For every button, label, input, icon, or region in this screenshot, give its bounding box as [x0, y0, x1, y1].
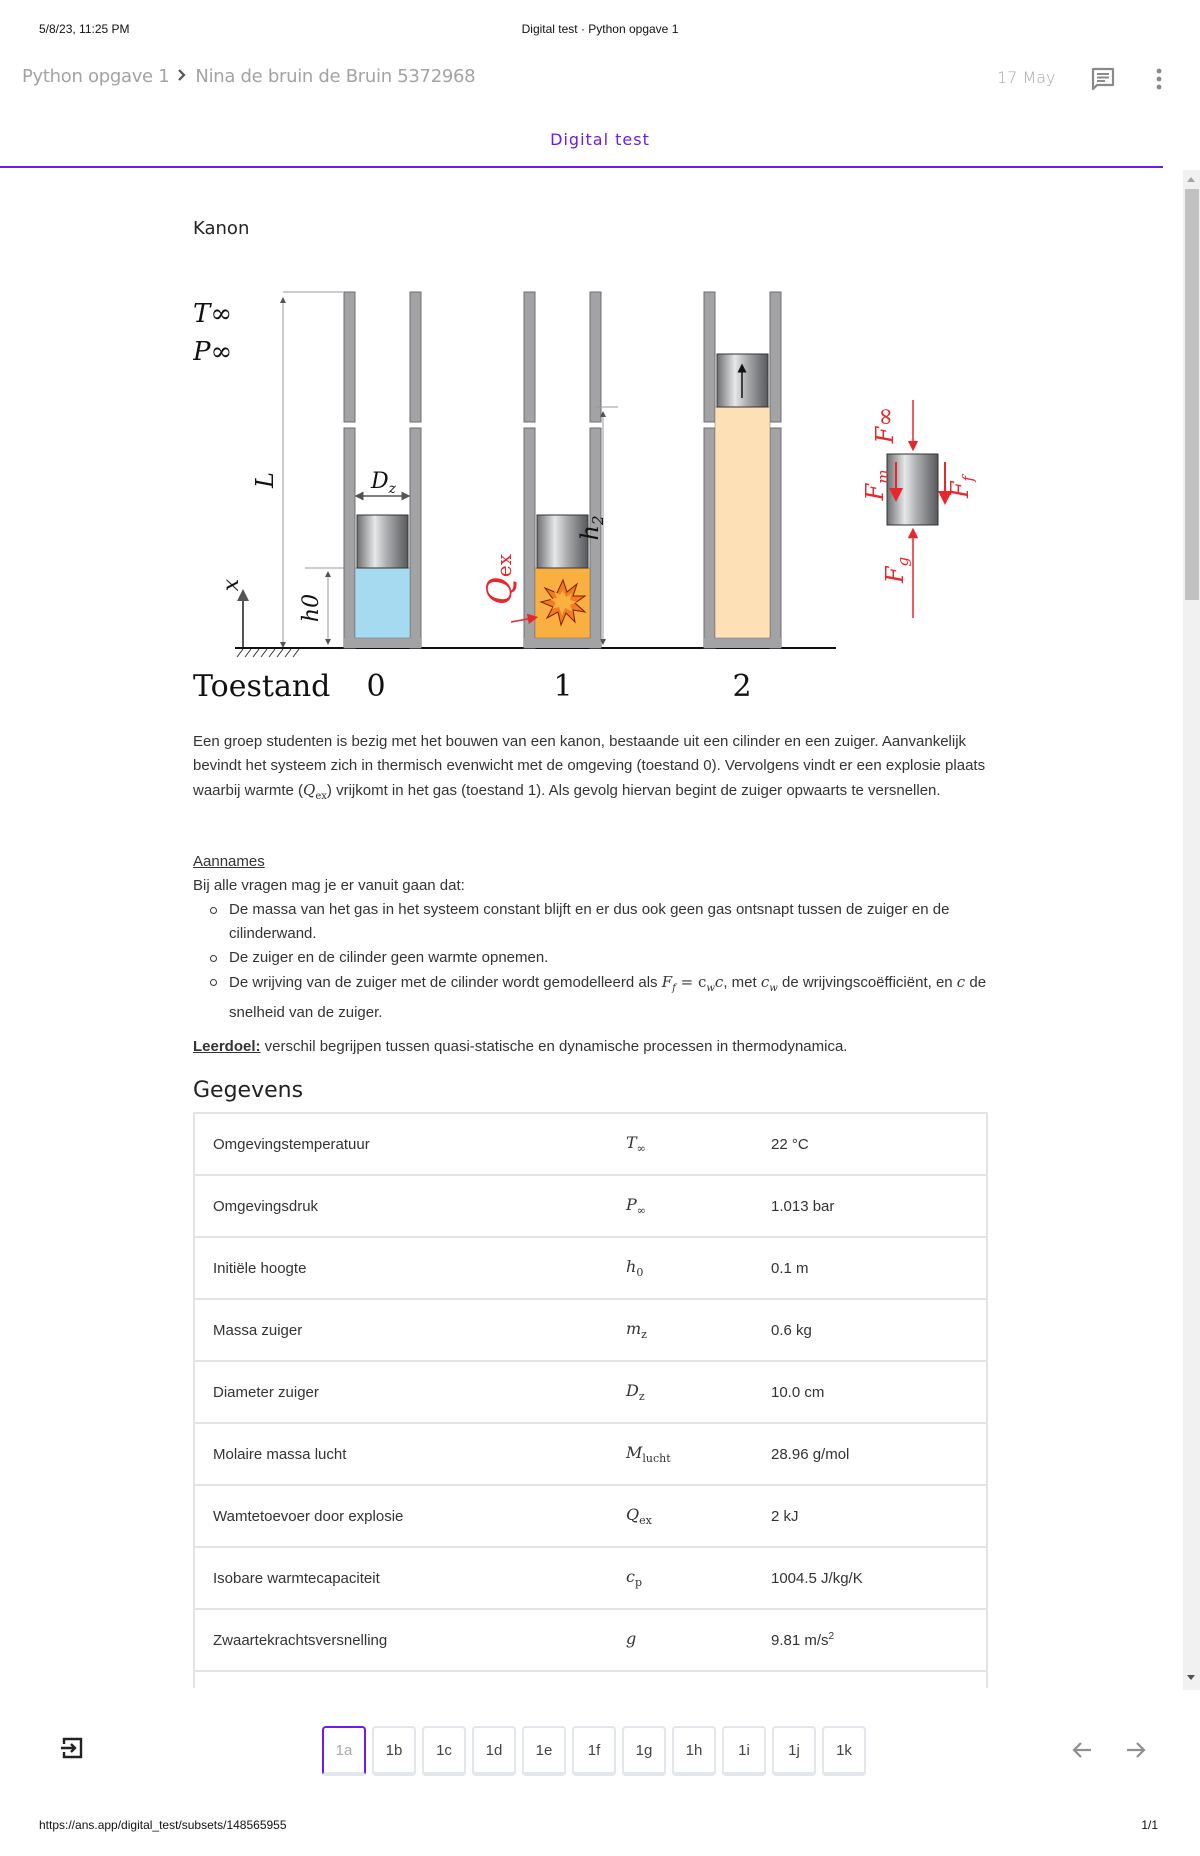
more-options-button[interactable]: [1152, 66, 1166, 92]
question-tab-1g[interactable]: 1g: [622, 1726, 666, 1776]
print-title: Digital test · Python opgave 1: [521, 22, 679, 36]
scroll-thumb[interactable]: [1185, 189, 1199, 600]
assumptions-lead: Bij alle vragen mag je er vanuit gaan dat:: [193, 877, 465, 894]
print-page-number: 1/1: [1141, 1818, 1158, 1832]
table-row: [194, 1237, 987, 1299]
bottom-navigation: [0, 1726, 1200, 1776]
row-value: 22 °C: [771, 1113, 987, 1175]
tab-digital-test[interactable]: Digital test: [550, 130, 650, 149]
table-row: [194, 1671, 987, 1688]
print-footer: [0, 1818, 1200, 1838]
row-value: 1.013 bar: [771, 1175, 987, 1237]
row-symbol: $h_0$: [626, 1237, 771, 1299]
label-Dz: $D_z$: [371, 469, 397, 497]
data-section-title: Gegevens: [193, 1078, 304, 1103]
row-value: 1004.5 J/kg/K: [771, 1547, 987, 1609]
label-F-f: $F_f$: [946, 475, 977, 499]
assumption-item: De zuiger en de cilinder geen warmte opnemen.: [229, 946, 988, 970]
label-F-m: $F_m$: [861, 469, 892, 501]
learning-goal-label: Leerdoel:: [193, 1038, 261, 1055]
row-label: Initiële hoogte: [194, 1237, 626, 1299]
next-button[interactable]: [1124, 1738, 1148, 1762]
row-label: Molaire massa lucht: [194, 1423, 626, 1485]
row-symbol: g: [626, 1609, 771, 1671]
question-tab-1b[interactable]: 1b: [372, 1726, 416, 1776]
question-tab-1d[interactable]: 1d: [472, 1726, 516, 1776]
tab-underline: [0, 166, 1163, 168]
breadcrumb-item-assignment[interactable]: Python opgave 1: [22, 66, 170, 87]
exit-button[interactable]: [60, 1736, 84, 1760]
state-1-label: 1: [553, 669, 573, 704]
math-Qex: $Q_{ex}$: [303, 781, 327, 802]
arrow-left-icon: [1070, 1738, 1094, 1762]
question-tab-1i[interactable]: 1i: [722, 1726, 766, 1776]
row-value: 10.0 cm: [771, 1361, 987, 1423]
print-datetime: 5/8/23, 11:25 PM: [39, 22, 130, 36]
data-table: [193, 1112, 988, 1688]
table-row: [194, 1175, 987, 1237]
row-symbol: $M_{lucht}$: [626, 1423, 771, 1485]
arrow-right-icon: [1124, 1738, 1148, 1762]
table-row: [194, 1485, 987, 1547]
breadcrumb: [22, 66, 475, 87]
learning-goal: [193, 1035, 988, 1059]
exit-icon: [60, 1736, 84, 1760]
label-F-inf: F∞: [871, 406, 899, 444]
question-content: [193, 170, 988, 1688]
label-x: x: [219, 578, 244, 592]
gas-state-0: [355, 568, 410, 638]
row-value: [771, 1671, 987, 1688]
cylinder-state-2: [704, 292, 781, 648]
comment-icon: [1090, 66, 1116, 92]
label-Qex: Qex: [480, 554, 520, 605]
cylinder-state-1: [480, 292, 601, 648]
label-h0: h0: [299, 593, 324, 623]
gas-state-2: [715, 407, 770, 638]
table-row: [194, 1361, 987, 1423]
row-symbol: $T_\infty$: [626, 1113, 771, 1175]
question-tabs: [322, 1726, 866, 1776]
row-value: 9.81 $m/s^2$: [771, 1609, 987, 1671]
chevron-right-icon: [173, 67, 191, 86]
label-L: L: [251, 472, 279, 488]
row-label: Omgevingsdruk: [194, 1175, 626, 1237]
row-symbol: $c_p$: [626, 1547, 771, 1609]
table-row: [194, 1299, 987, 1361]
label-h2: $h_2$: [576, 515, 607, 541]
assumption-item: De wrijving van de zuiger met de cilinder wordt gemodelleerd als $F_f = c_wc$, met $c_w$ de wrijvingscoëfficiënt, en c de snelheid van de zuiger.: [229, 970, 988, 1025]
row-label: Wamtetoevoer door explosie: [194, 1485, 626, 1547]
row-symbol: $P_\infty$: [626, 1175, 771, 1237]
question-tab-1a[interactable]: 1a: [322, 1726, 366, 1776]
row-value: 28.96 g/mol: [771, 1423, 987, 1485]
math-friction-formula: $F_f = c_wc$: [661, 973, 724, 994]
question-tab-1k[interactable]: 1k: [822, 1726, 866, 1776]
row-value: 2 kJ: [771, 1485, 987, 1547]
intro-text-1: Een groep studenten is bezig met het bouwen van een kanon, bestaande uit een cilinder en een zuiger. Aanvankelijk bevindt het systeem zich in thermisch evenwicht met de omgeving (toestand 0). Vervolgens vindt er een explosie plaats waarbij warmte (: [193, 733, 986, 799]
assumption-item: De massa van het gas in het systeem constant blijft en er dus ook geen gas ontsnapt tussen de zuiger en de cilinderwand.: [229, 898, 988, 946]
question-tab-1j[interactable]: 1j: [772, 1726, 816, 1776]
table-row: [194, 1113, 987, 1175]
app-header: [0, 58, 1200, 102]
header-date: 17 May: [997, 68, 1056, 87]
breadcrumb-item-student[interactable]: Nina de bruin de Bruin 5372968: [195, 66, 476, 87]
piston-fbd: [887, 454, 938, 525]
row-label: Omgevingstemperatuur: [194, 1113, 626, 1175]
row-label: Massa zuiger: [194, 1299, 626, 1361]
scrollbar[interactable]: [1183, 170, 1200, 1690]
math-cw: $c_w$: [760, 973, 778, 994]
table-row: [194, 1423, 987, 1485]
assumptions-section: [193, 850, 988, 1025]
previous-button[interactable]: [1070, 1738, 1094, 1762]
question-tab-1e[interactable]: 1e: [522, 1726, 566, 1776]
print-header: [0, 20, 1200, 40]
row-label: Zwaartekrachtsversnelling: [194, 1609, 626, 1671]
label-t-inf: T∞: [193, 299, 232, 329]
comment-button[interactable]: [1090, 66, 1116, 92]
table-row: [194, 1547, 987, 1609]
cylinder-state-0: [344, 292, 421, 648]
intro-text-2: ) vrijkomt in het gas (toestand 1). Als gevolg hiervan begint de zuiger opwaarts te versnellen.: [326, 782, 941, 799]
row-symbol: [626, 1671, 771, 1688]
learning-goal-text: verschil begrijpen tussen quasi-statische en dynamische processen in thermodynamica.: [260, 1038, 848, 1055]
more-vertical-icon: [1152, 66, 1166, 92]
label-F-g: $F_g$: [881, 556, 912, 584]
question-tab-1c[interactable]: 1c: [422, 1726, 466, 1776]
table-row: [194, 1609, 987, 1671]
piston-state-0: [357, 515, 408, 568]
math-c: c: [956, 973, 966, 991]
row-symbol: $D_z$: [626, 1361, 771, 1423]
question-tab-1f[interactable]: 1f: [572, 1726, 616, 1776]
row-symbol: $m_z$: [626, 1299, 771, 1361]
assumptions-list: [193, 898, 988, 1025]
row-label: [194, 1671, 626, 1688]
label-p-inf: P∞: [193, 337, 233, 367]
free-body-diagram: [861, 400, 977, 618]
assumptions-title: Aannames: [193, 853, 265, 870]
scroll-up-button[interactable]: [1183, 172, 1200, 186]
row-symbol: $Q_{ex}$: [626, 1485, 771, 1547]
state-label: Toestand: [193, 669, 331, 704]
print-url: https://ans.app/digital_test/subsets/148565955: [39, 1818, 287, 1832]
scroll-down-button[interactable]: [1183, 1670, 1200, 1684]
row-value: 0.6 kg: [771, 1299, 987, 1361]
question-tab-1h[interactable]: 1h: [672, 1726, 716, 1776]
row-value: 0.1 m: [771, 1237, 987, 1299]
intro-paragraph: [193, 730, 988, 809]
row-label: Isobare warmtecapaciteit: [194, 1547, 626, 1609]
row-label: Diameter zuiger: [194, 1361, 626, 1423]
state-0-label: 0: [366, 669, 386, 704]
ground-hatch: [237, 649, 299, 657]
section-title: Kanon: [193, 218, 250, 239]
state-2-label: 2: [732, 669, 752, 704]
